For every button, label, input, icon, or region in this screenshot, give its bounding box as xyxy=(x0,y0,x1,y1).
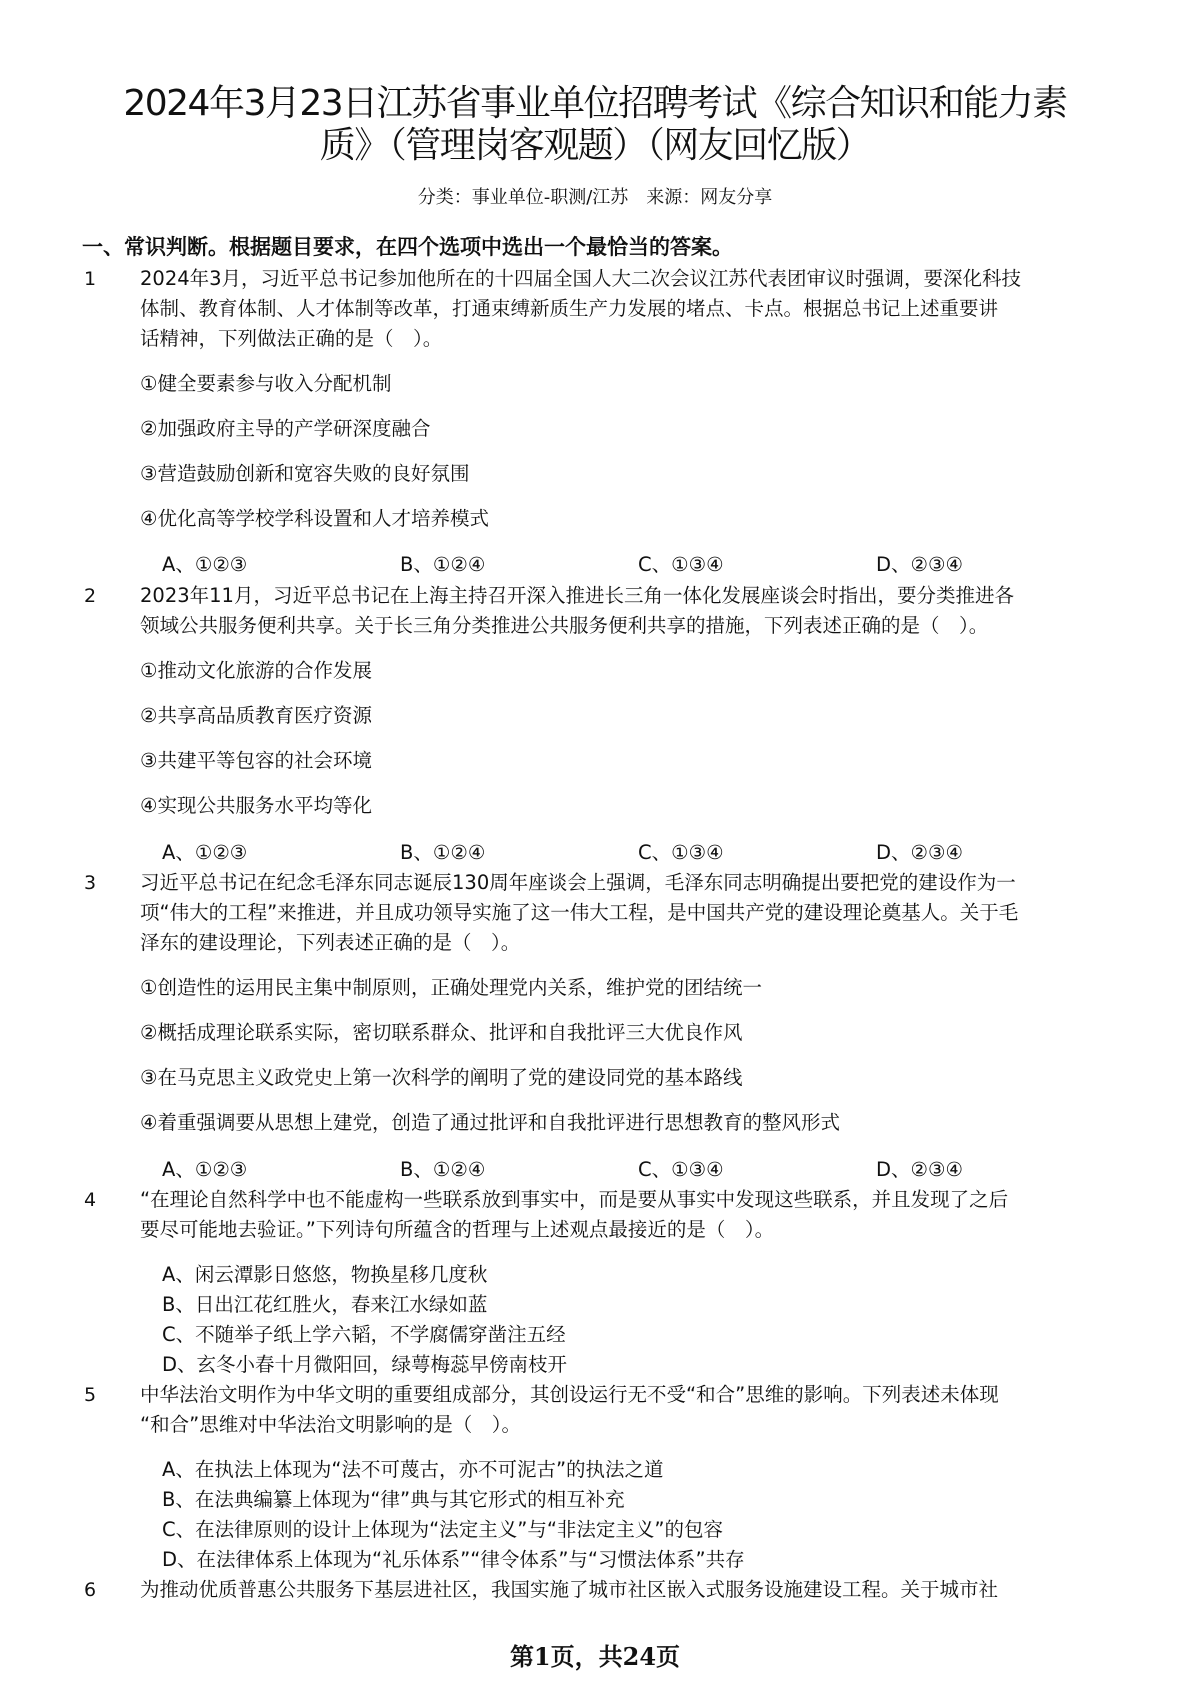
question-number: 1 xyxy=(84,268,97,290)
question-text-line: 为推动优质普惠公共服务下基层进社区，我国实施了城市社区嵌入式服务设施建设工程。关于城市社 xyxy=(140,1578,999,1601)
question-text-line: 领域公共服务便利共享。关于长三角分类推进公共服务便利共享的措施，下列表述正确的是（ ）。 xyxy=(140,614,989,637)
statement-item: ①创造性的运用民主集中制原则，正确处理党内关系，维护党的团结统一 xyxy=(140,976,762,999)
question-text-line: “和合”思维对中华法治文明影响的是（ ）。 xyxy=(140,1413,521,1436)
statement-item: ④优化高等学校学科设置和人才培养模式 xyxy=(140,507,489,530)
answer-option-c: C、①③④ xyxy=(638,553,724,576)
statement-item: ④实现公共服务水平均等化 xyxy=(140,794,372,817)
answer-option-c: C、不随举子纸上学六韬，不学腐儒穿凿注五经 xyxy=(162,1323,566,1346)
answer-option-b: B、在法典编纂上体现为“律”典与其它形式的相互补充 xyxy=(162,1488,625,1511)
page-footer: 第1页，共24页 xyxy=(509,1642,681,1671)
answer-option-a: A、①②③ xyxy=(162,553,248,576)
question-number: 6 xyxy=(84,1579,97,1601)
section-heading: 一、常识判断。根据题目要求，在四个选项中选出一个最恰当的答案。 xyxy=(82,235,733,259)
question-number: 2 xyxy=(84,585,97,607)
question-text-line: 2023年11月，习近平总书记在上海主持召开深入推进长三角一体化发展座谈会时指出，要分类推进各 xyxy=(140,584,1014,607)
answer-option-d: D、②③④ xyxy=(876,841,963,864)
statement-item: ①健全要素参与收入分配机制 xyxy=(140,372,392,395)
question-text-line: 话精神，下列做法正确的是（ ）。 xyxy=(140,327,443,350)
answer-option-b: B、①②④ xyxy=(400,553,486,576)
question-number: 4 xyxy=(84,1189,97,1211)
statement-item: ③在马克思主义政党史上第一次科学的阐明了党的建设同党的基本路线 xyxy=(140,1066,743,1089)
statement-item: ②加强政府主导的产学研深度融合 xyxy=(140,417,431,440)
question-text-line: “在理论自然科学中也不能虚构一些联系放到事实中，而是要从事实中发现这些联系，并且发现了之后 xyxy=(140,1188,1009,1211)
question-text-line: 体制、教育体制、人才体制等改革，打通束缚新质生产力发展的堵点、卡点。根据总书记上述重要讲 xyxy=(140,297,999,320)
question-text-line: 中华法治文明作为中华文明的重要组成部分，其创设运行无不受“和合”思维的影响。下列表述未体现 xyxy=(140,1383,999,1406)
answer-option-d: D、玄冬小春十月微阳回，绿萼梅蕊早傍南枝开 xyxy=(162,1353,568,1376)
answer-option-b: B、①②④ xyxy=(400,1158,486,1181)
statement-item: ③营造鼓励创新和宽容失败的良好氛围 xyxy=(140,462,470,485)
answer-option-a: A、①②③ xyxy=(162,1158,248,1181)
answer-option-a: A、①②③ xyxy=(162,841,248,864)
statement-item: ②概括成理论联系实际，密切联系群众、批评和自我批评三大优良作风 xyxy=(140,1021,743,1044)
question-number: 5 xyxy=(84,1384,97,1406)
question-text-line: 习近平总书记在纪念毛泽东同志诞辰130周年座谈会上强调，毛泽东同志明确提出要把党的建设作为一 xyxy=(140,871,1016,894)
answer-option-a: A、在执法上体现为“法不可蔑古，亦不可泥古”的执法之道 xyxy=(162,1458,664,1481)
document-meta: 分类：事业单位-职测/江苏 来源：网友分享 xyxy=(417,187,773,208)
question-text-line: 要尽可能地去验证。”下列诗句所蕴含的哲理与上述观点最接近的是（ ）。 xyxy=(140,1218,775,1241)
answer-option-d: D、②③④ xyxy=(876,1158,963,1181)
question-number: 3 xyxy=(84,872,97,894)
answer-option-d: D、②③④ xyxy=(876,553,963,576)
answer-option-a: A、闲云潭影日悠悠，物换星移几度秋 xyxy=(162,1263,488,1286)
statement-item: ③共建平等包容的社会环境 xyxy=(140,749,372,772)
answer-option-c: C、在法律原则的设计上体现为“法定主义”与“非法定主义”的包容 xyxy=(162,1518,724,1541)
statement-item: ②共享高品质教育医疗资源 xyxy=(140,704,372,727)
document-title-line-1: 2024年3月23日江苏省事业单位招聘考试《综合知识和能力素 xyxy=(123,83,1067,124)
question-text-line: 2024年3月，习近平总书记参加他所在的十四届全国人大二次会议江苏代表团审议时强调，要深化科技 xyxy=(140,267,1022,290)
answer-option-d: D、在法律体系上体现为“礼乐体系”“律令体系”与“习惯法体系”共存 xyxy=(162,1548,745,1571)
question-text-line: 项“伟大的工程”来推进，并且成功领导实施了这一伟大工程，是中国共产党的建设理论奠基人。关于毛 xyxy=(140,901,1019,924)
document-title-line-2: 质》（管理岗客观题）（网友回忆版） xyxy=(319,125,871,166)
statement-item: ①推动文化旅游的合作发展 xyxy=(140,659,372,682)
statement-item: ④着重强调要从思想上建党，创造了通过批评和自我批评进行思想教育的整风形式 xyxy=(140,1111,840,1134)
answer-option-c: C、①③④ xyxy=(638,1158,724,1181)
answer-option-c: C、①③④ xyxy=(638,841,724,864)
question-text-line: 泽东的建设理论，下列表述正确的是（ ）。 xyxy=(140,931,521,954)
answer-option-b: B、日出江花红胜火，春来江水绿如蓝 xyxy=(162,1293,488,1316)
answer-option-b: B、①②④ xyxy=(400,841,486,864)
